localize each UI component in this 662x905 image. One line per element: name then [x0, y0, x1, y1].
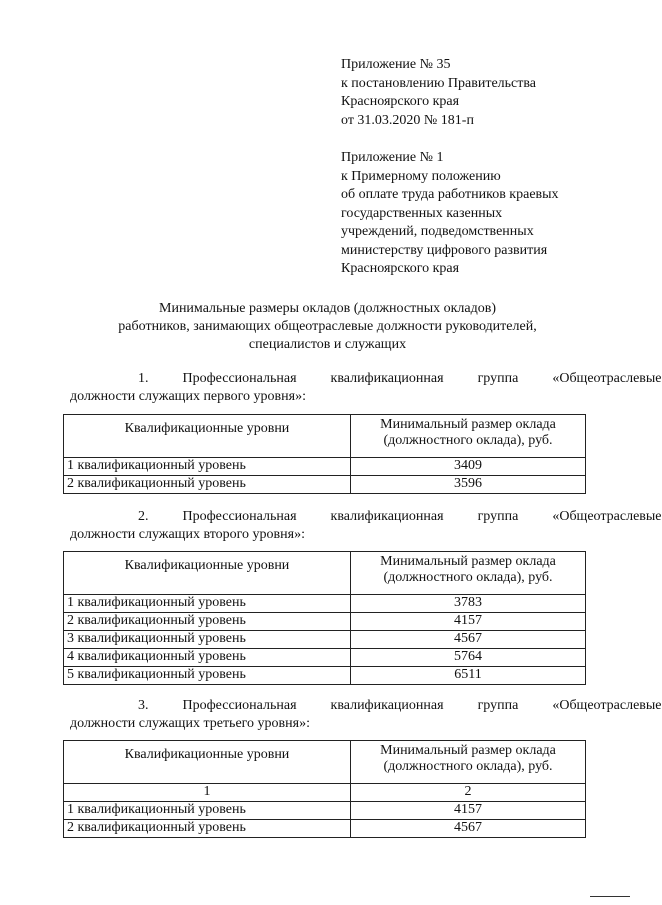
value-cell: 4157 — [351, 802, 586, 820]
intro-word: Профессиональная — [182, 509, 297, 524]
intro-word: Профессиональная — [182, 371, 297, 386]
intro-word: «Общеотраслевые — [552, 698, 662, 713]
level-cell: 1 квалификационный уровень — [64, 458, 351, 476]
section-1-table — [63, 414, 586, 494]
header-line: Приложение № 35 — [341, 57, 451, 72]
document-title — [70, 300, 585, 354]
intro-word: «Общеотраслевые — [552, 371, 662, 386]
header-salary-line: Минимальный размер оклада — [380, 554, 556, 569]
intro-word: квалификационная — [330, 509, 444, 524]
header-salary-line: (должностного оклада), руб. — [383, 433, 553, 448]
header-line: государственных казенных — [341, 205, 503, 221]
level-cell: 4 квалификационный уровень — [64, 649, 351, 667]
column-number: 2 — [351, 784, 586, 802]
value-cell: 4157 — [351, 613, 586, 631]
header-salary-line: Минимальный размер оклада — [380, 417, 556, 432]
header-line: к постановлению Правительства — [341, 75, 537, 91]
header-line: Приложение № 1 — [341, 150, 444, 165]
table-header-row — [64, 552, 586, 595]
value-cell: 3596 — [351, 476, 586, 494]
section-number: 1. — [138, 371, 149, 386]
section-number: 3. — [138, 698, 149, 713]
section-1-intro — [70, 370, 662, 406]
title-line: Минимальные размеры окладов (должностных окладов) — [159, 301, 496, 316]
title-line: специалистов и служащих — [248, 337, 407, 352]
intro-word: группа — [477, 698, 519, 713]
column-numbering-row — [64, 784, 586, 802]
appendix-header — [341, 56, 611, 279]
header-line: Красноярского края — [341, 94, 460, 109]
table-row — [64, 802, 586, 820]
value-cell: 3783 — [351, 595, 586, 613]
intro-word: квалификационная — [330, 371, 444, 386]
intro-word: квалификационная — [330, 698, 444, 713]
level-cell: 3 квалификационный уровень — [64, 631, 351, 649]
header-salary — [351, 415, 586, 458]
level-cell: 2 квалификационный уровень — [64, 820, 351, 838]
table-header-row — [64, 415, 586, 458]
value-cell: 6511 — [351, 667, 586, 685]
header-line: к Примерному положению — [341, 168, 501, 184]
table-row — [64, 631, 586, 649]
title-line: работников, занимающих общеотраслевые должности руководителей, — [118, 319, 537, 334]
page-edge-line — [590, 896, 630, 897]
value-cell: 3409 — [351, 458, 586, 476]
section-2-table — [63, 551, 586, 685]
table-row — [64, 820, 586, 838]
header-levels: Квалификационные уровни — [64, 415, 351, 458]
table-row — [64, 613, 586, 631]
section-subtitle: должности служащих третьего уровня»: — [70, 716, 310, 731]
level-cell: 2 квалификационный уровень — [64, 613, 351, 631]
header-line: об оплате труда работников краевых — [341, 187, 559, 202]
section-3-intro — [70, 697, 662, 733]
intro-word: Профессиональная — [182, 698, 297, 713]
header-salary — [351, 552, 586, 595]
level-cell: 2 квалификационный уровень — [64, 476, 351, 494]
level-cell: 1 квалификационный уровень — [64, 802, 351, 820]
intro-word: группа — [477, 509, 519, 524]
header-salary-line: Минимальный размер оклада — [380, 743, 556, 758]
header-salary-line: (должностного оклада), руб. — [383, 759, 553, 774]
level-cell: 1 квалификационный уровень — [64, 595, 351, 613]
section-2-intro — [70, 508, 662, 544]
value-cell: 4567 — [351, 631, 586, 649]
intro-word: «Общеотраслевые — [552, 509, 662, 524]
section-subtitle: должности служащих второго уровня»: — [70, 527, 305, 542]
table-header-row — [64, 741, 586, 784]
value-cell: 4567 — [351, 820, 586, 838]
table-row — [64, 476, 586, 494]
header-line: от 31.03.2020 № 181-п — [341, 112, 474, 128]
value-cell: 5764 — [351, 649, 586, 667]
table-row — [64, 458, 586, 476]
section-3-table — [63, 740, 586, 838]
header-levels: Квалификационные уровни — [64, 741, 351, 784]
header-line: министерству цифрового развития — [341, 242, 548, 258]
level-cell: 5 квалификационный уровень — [64, 667, 351, 685]
table-row — [64, 667, 586, 685]
header-salary-line: (должностного оклада), руб. — [383, 570, 553, 585]
table-row — [64, 595, 586, 613]
column-number: 1 — [64, 784, 351, 802]
section-subtitle: должности служащих первого уровня»: — [70, 389, 306, 404]
header-levels: Квалификационные уровни — [64, 552, 351, 595]
header-salary — [351, 741, 586, 784]
section-number: 2. — [138, 509, 149, 524]
intro-word: группа — [477, 371, 519, 386]
header-line: учреждений, подведомственных — [341, 224, 534, 239]
table-row — [64, 649, 586, 667]
header-line: Красноярского края — [341, 261, 460, 276]
